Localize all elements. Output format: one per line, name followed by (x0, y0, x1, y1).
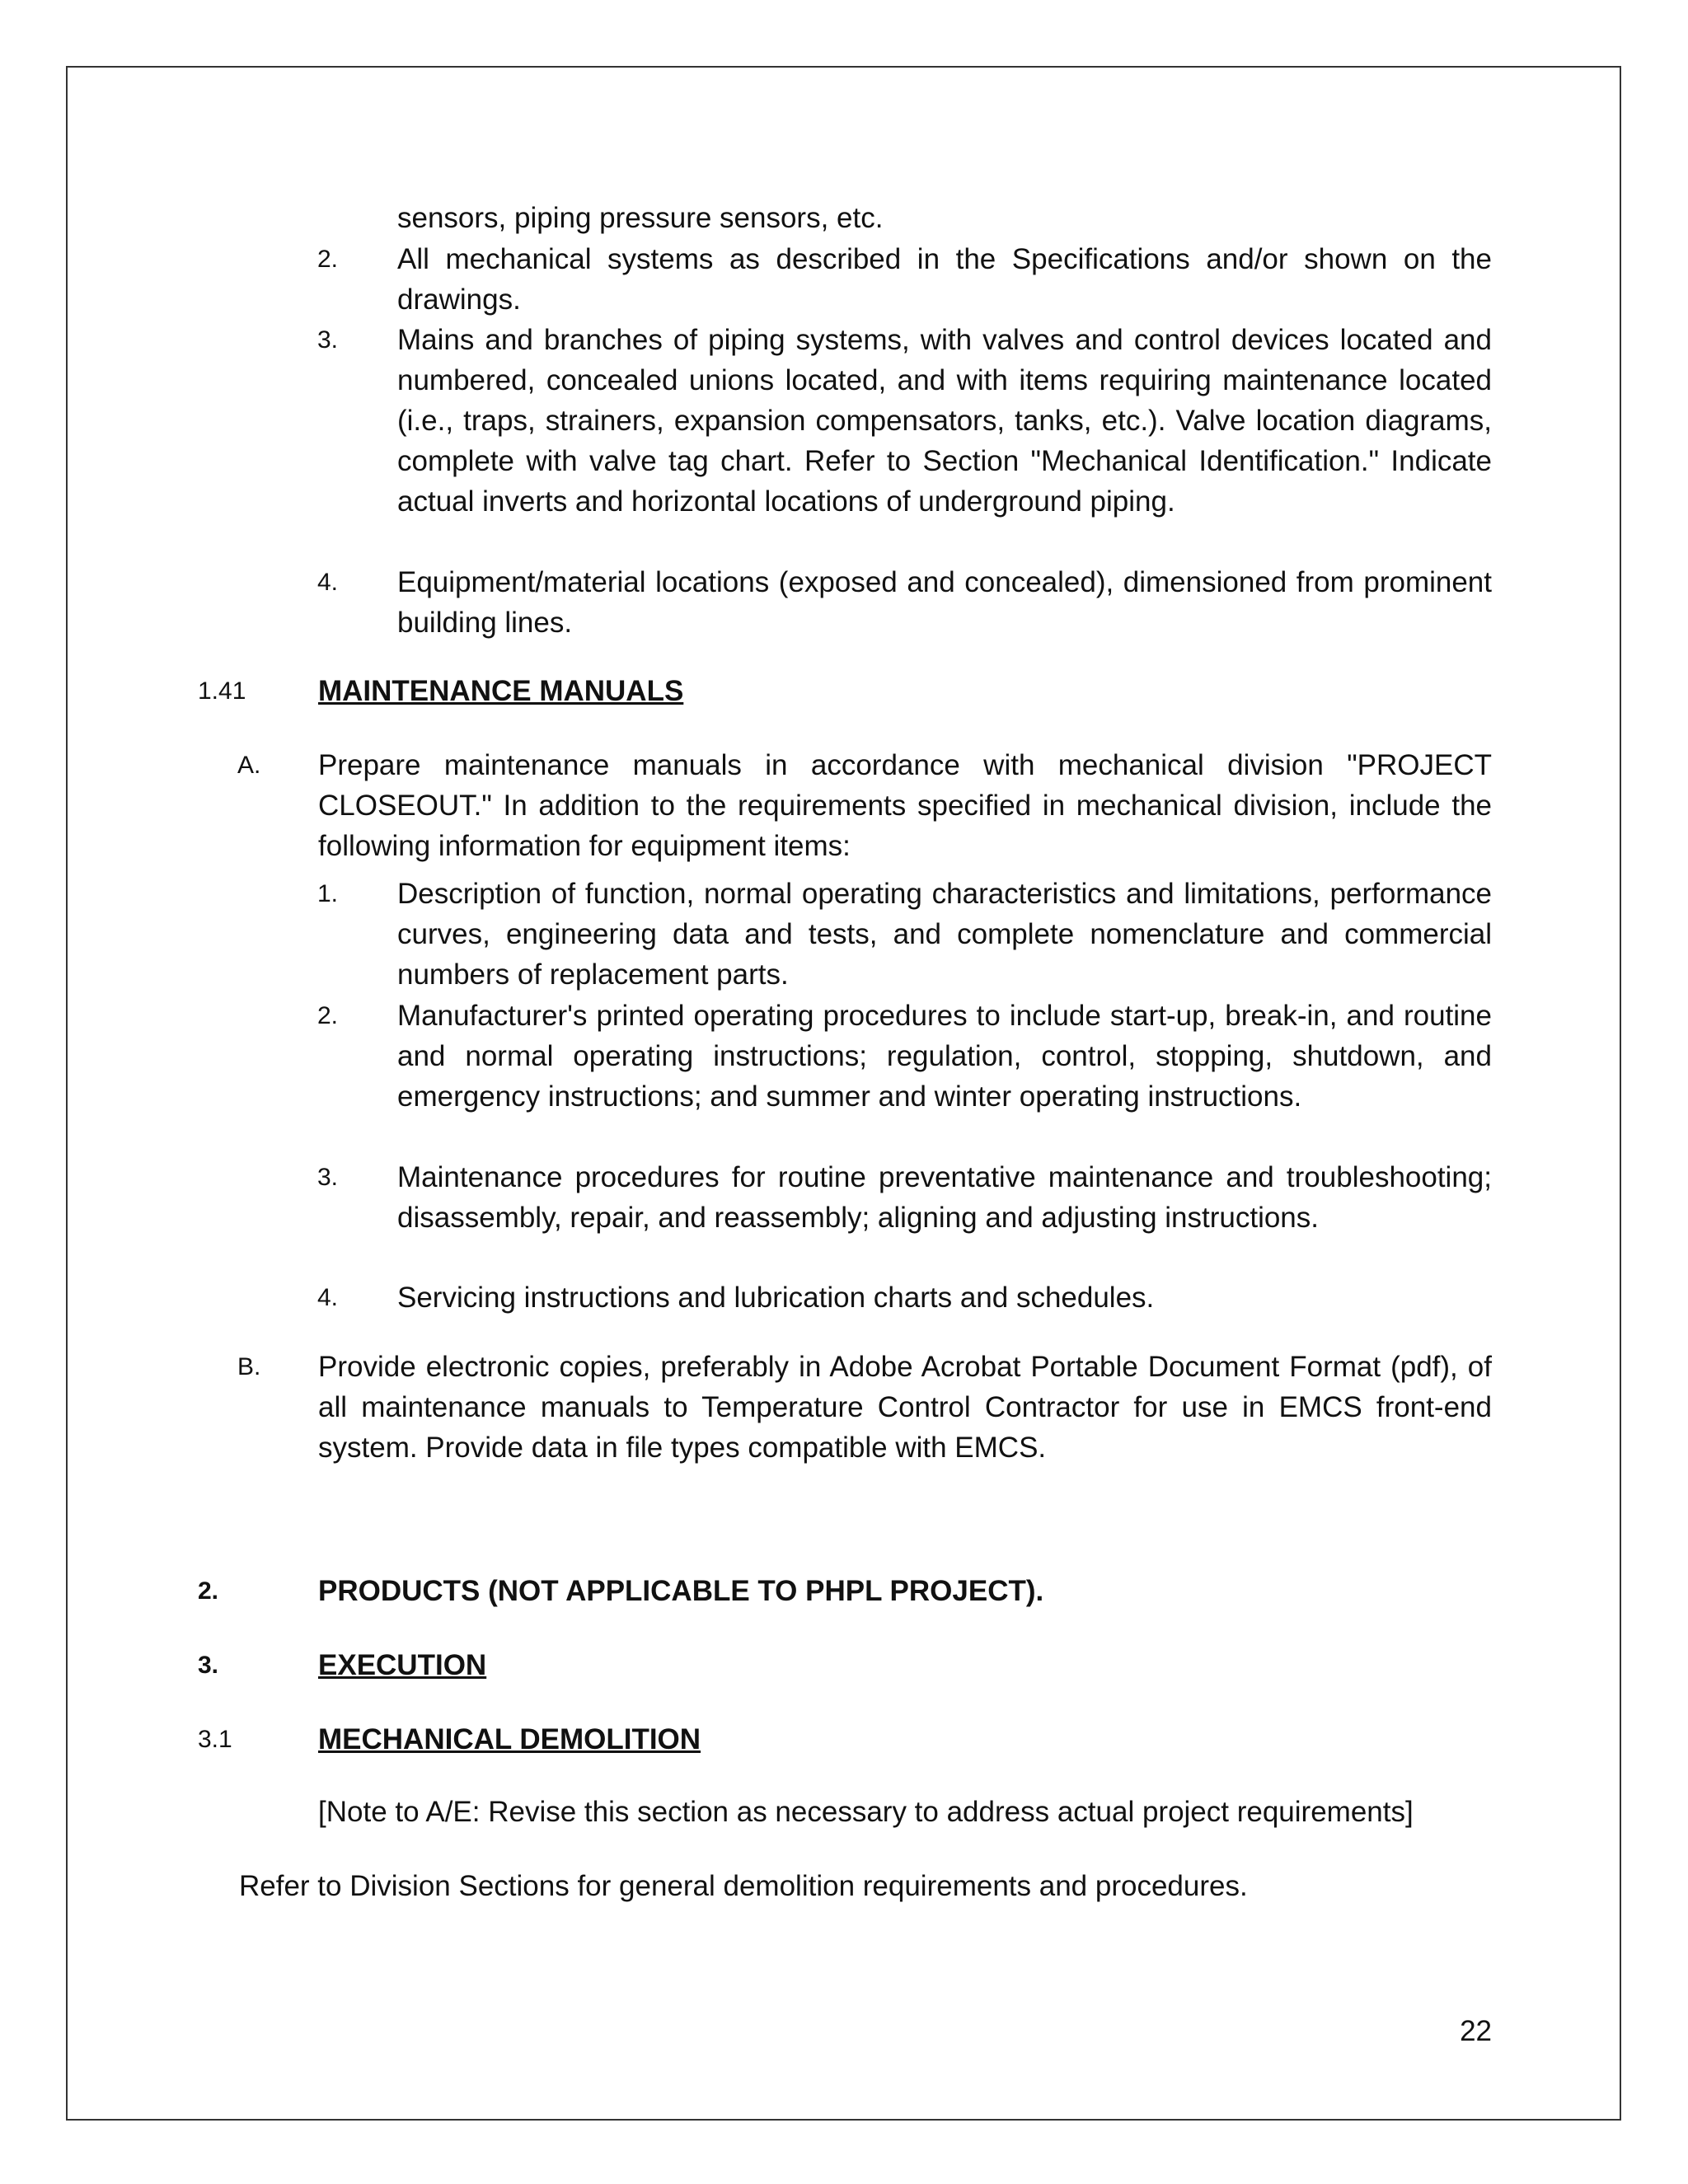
list-item-number: 1. (317, 880, 339, 907)
list-item-number: 3. (317, 326, 339, 354)
list-item-text: All mechanical systems as described in the Specifications and/or shown on the drawings. (397, 243, 1492, 316)
editor-note: [Note to A/E: Revise this section as necessary to address actual project requirements] (318, 1796, 1414, 1828)
paragraph-text: Provide electronic copies, preferably in Adobe Acrobat Portable Document Format (pdf), of all maintenance manuals to Temperature Control Contractor for use in EMCS front-end system. Provide data in file types compatible with EMCS. (318, 1351, 1492, 1464)
list-item-number: 2. (317, 246, 339, 273)
section-number: 3. (198, 1652, 219, 1679)
list-item-text: Mains and branches of piping systems, with valves and control devices located and numbered, concealed unions located, and with items requiring maintenance located (i.e., traps, strainers, expansion compensators, tanks, etc.). Valve location diagrams, complete with valve tag chart. Refer to Section "Mechanical Identification." Indicate actual inverts and horizontal locations of underground piping. (397, 324, 1492, 518)
list-item-text: Equipment/material locations (exposed and concealed), dimensioned from prominent building lines. (397, 566, 1492, 639)
paragraph-label: A. (237, 752, 261, 779)
list-item-number: 3. (317, 1164, 339, 1191)
paragraph-label: B. (237, 1353, 261, 1380)
section-heading: PRODUCTS (NOT APPLICABLE TO PHPL PROJECT). (318, 1575, 1044, 1607)
list-item-text: Manufacturer's printed operating procedures to include start-up, break-in, and routine and normal operating instructions; regulation, control, stopping, shutdown, and emergency instructions; and summer and winter operating instructions. (397, 1000, 1492, 1113)
list-item-text: Servicing instructions and lubrication charts and schedules. (397, 1282, 1155, 1314)
list-item-text: Description of function, normal operating characteristics and limitations, performance curves, engineering data and tests, and complete nomenclature and commercial numbers of replacement parts. (397, 878, 1492, 991)
page-number: 22 (1460, 2015, 1492, 2047)
section-heading: MAINTENANCE MANUALS (318, 675, 684, 707)
list-item-number: 4. (317, 1284, 339, 1311)
section-heading: MECHANICAL DEMOLITION (318, 1723, 701, 1755)
list-item-number: 4. (317, 569, 339, 596)
section-heading: EXECUTION (318, 1649, 487, 1681)
section-number: 3.1 (198, 1726, 232, 1753)
list-item-text: Maintenance procedures for routine preventative maintenance and troubleshooting; disassembly, repair, and reassembly; aligning and adjusting instructions. (397, 1161, 1492, 1234)
section-number: 2. (198, 1577, 219, 1605)
list-item-number: 2. (317, 1002, 339, 1029)
section-number: 1.41 (198, 677, 246, 705)
paragraph-text: Refer to Division Sections for general demolition requirements and procedures. (239, 1870, 1248, 1902)
list-continuation: sensors, piping pressure sensors, etc. (397, 202, 884, 234)
paragraph-text: Prepare maintenance manuals in accordance with mechanical division "PROJECT CLOSEOUT." In addition to the requirements specified in mechanical division, include the following information for equipment items: (318, 749, 1492, 862)
